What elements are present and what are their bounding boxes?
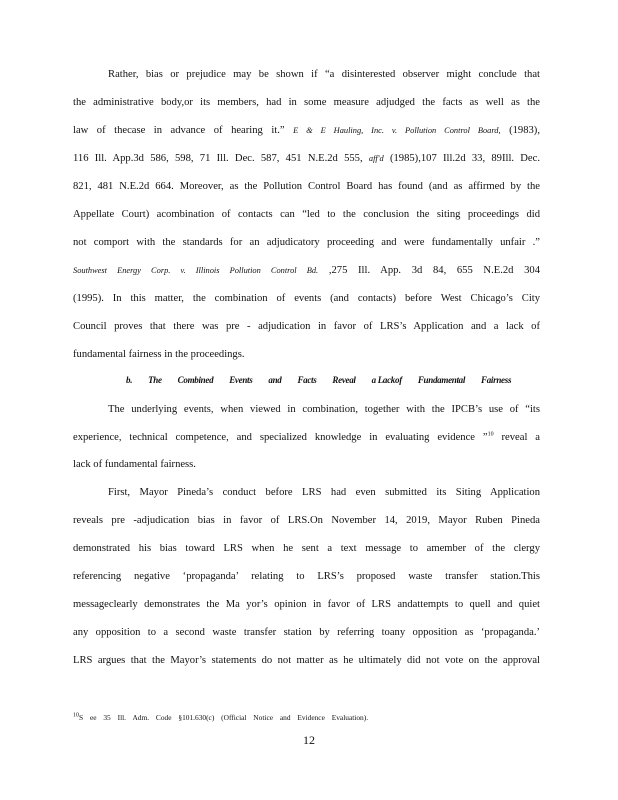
paragraph2-line2 [73, 431, 540, 445]
paragraph1-line1: Rather, bias or prejudice may be shown if “a disinterested observer might conclude that [108, 69, 540, 80]
heading-marker: b. [126, 375, 133, 385]
heading-word: Fundamental [417, 375, 466, 385]
paragraph2-line3: lack of fundamental fairness. [73, 459, 196, 470]
heading-word: Facts [297, 375, 317, 385]
section-heading [126, 375, 525, 385]
paragraph1-line4-rest: (1985),107 Ill.2d 33, 89Ill. Dec. [389, 153, 540, 164]
footnote-reference: 10 [487, 431, 494, 438]
paragraph1-line6: Appellate Court) acombination of contacts can “led to the conclusion the siting proceedings did [73, 209, 540, 220]
paragraph1-line4 [73, 152, 540, 166]
paragraph1-line3-year: (1983), [509, 125, 540, 136]
paragraph3-line5: messageclearly demonstrates the Ma yor’s opinion in favor of LRS andattempts to quell and quiet [73, 599, 540, 610]
footnote-number: 10 [73, 712, 79, 719]
footnote-text: S ee 35 Ill. Adm. Code §101.630(c) (Official Notice and Evidence Evaluation). [79, 713, 369, 722]
case-citation-southwest-energy: Southwest Energy Corp. v. Illinois Pollution Control Bd. [73, 266, 319, 275]
paragraph3-line3: demonstrated his bias toward LRS when he sent a text message to amember of the clergy [73, 543, 540, 554]
paragraph1-line5: 821, 481 N.E.2d 664. Moreover, as the Pollution Control Board has found (and as affirmed by the [73, 181, 540, 192]
paragraph1-line7: not comport with the standards for an adjudicatory proceeding and were fundamentally unfair .” [73, 237, 540, 248]
heading-word: Fairness [481, 375, 512, 385]
paragraph1-line9: (1995). In this matter, the combination of events (and contacts) before West Chicago’s City [73, 293, 540, 304]
paragraph1-line10: Council proves that there was pre - adjudication in favor of LRS’s Application and a lack of [73, 321, 540, 332]
paragraph3-line1: First, Mayor Pineda’s conduct before LRS had even submitted its Siting Application [108, 487, 540, 498]
heading-word: Combined [177, 375, 214, 385]
paragraph1-line4-text: 116 Ill. App.3d 586, 598, 71 Ill. Dec. 587, 451 N.E.2d 555, [73, 153, 363, 164]
heading-word: Events [229, 375, 253, 385]
heading-word: a Lackof [371, 375, 402, 385]
heading-word: Reveal [332, 375, 356, 385]
paragraph1-line8 [73, 264, 540, 278]
paragraph2-line2-rest: reveal a [501, 432, 540, 443]
paragraph3-line2: reveals pre -adjudication bias in favor of LRS.On November 14, 2019, Mayor Ruben Pineda [73, 515, 540, 526]
paragraph3-line4: referencing negative ‘propaganda’ relating to LRS’s proposed waste transfer station.This [73, 571, 540, 582]
page-number: 12 [303, 733, 315, 747]
paragraph2-line2-text: experience, technical competence, and specialized knowledge in evaluating evidence ” [73, 432, 488, 443]
heading-word: and [268, 375, 282, 385]
paragraph1-line11: fundamental fairness in the proceedings. [73, 349, 245, 360]
paragraph1-line8-rest: ,275 Ill. App. 3d 84, 655 N.E.2d 304 [328, 265, 541, 276]
paragraph3-line6: any opposition to a second waste transfer station by referring toany opposition as ‘propaganda.’ [73, 627, 540, 638]
paragraph1-line3-text: law of thecase in advance of hearing it.” [73, 125, 285, 136]
paragraph2-line1: The underlying events, when viewed in combination, together with the IPCB’s use of “its [108, 404, 540, 415]
paragraph3-line7: LRS argues that the Mayor’s statements do not matter as he ultimately did not vote on the approval [73, 655, 540, 666]
heading-word: The [148, 375, 162, 385]
citation-affd: aff'd [368, 154, 384, 163]
footnote [73, 713, 368, 722]
paragraph1-line2: the administrative body,or its members, had in some measure adjudged the facts as well as the [73, 97, 540, 108]
case-citation-ee-hauling: E & E Hauling, Inc. v. Pollution Control Board, [293, 126, 501, 135]
paragraph1-line3 [73, 124, 540, 138]
